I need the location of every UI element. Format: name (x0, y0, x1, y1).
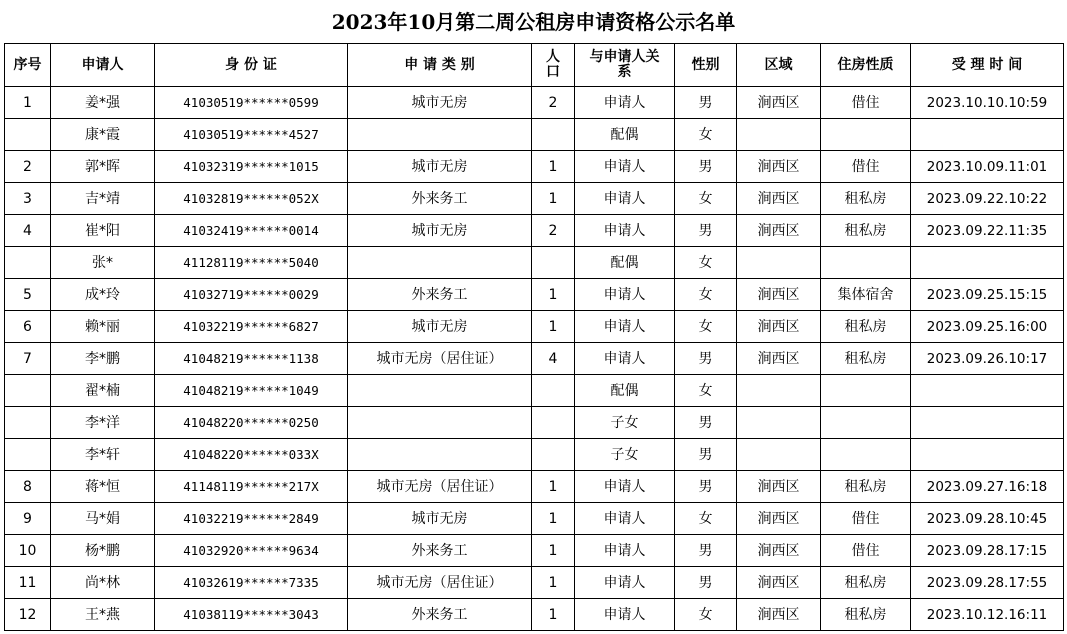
cell-category (348, 119, 532, 151)
cell-district: 涧西区 (737, 343, 821, 375)
cell-id-number: 41038119******3043 (155, 599, 348, 631)
cell-district: 涧西区 (737, 151, 821, 183)
cell-gender: 女 (675, 599, 737, 631)
cell-seq: 3 (5, 183, 51, 215)
cell-seq (5, 375, 51, 407)
cell-id-number: 41032219******2849 (155, 503, 348, 535)
cell-persons: 1 (532, 471, 575, 503)
table-row (5, 279, 1064, 311)
cell-housing: 租私房 (821, 599, 911, 631)
cell-housing (821, 375, 911, 407)
cell-time (911, 407, 1064, 439)
cell-time: 2023.09.28.10:45 (911, 503, 1064, 535)
header-relation: 与申请人关系 (575, 44, 675, 87)
cell-time (911, 375, 1064, 407)
table-row (5, 119, 1064, 151)
cell-persons: 1 (532, 503, 575, 535)
cell-category: 城市无房 (348, 503, 532, 535)
cell-time (911, 247, 1064, 279)
cell-seq (5, 439, 51, 471)
cell-gender: 女 (675, 183, 737, 215)
cell-time: 2023.09.26.10:17 (911, 343, 1064, 375)
cell-id-number: 41128119******5040 (155, 247, 348, 279)
cell-time (911, 119, 1064, 151)
cell-housing (821, 439, 911, 471)
cell-applicant: 李*洋 (51, 407, 155, 439)
table-row (5, 247, 1064, 279)
cell-relation: 申请人 (575, 599, 675, 631)
table-header-row (5, 44, 1064, 87)
cell-district (737, 119, 821, 151)
cell-persons: 2 (532, 215, 575, 247)
cell-gender: 男 (675, 471, 737, 503)
cell-relation: 申请人 (575, 279, 675, 311)
header-seq: 序号 (5, 44, 51, 87)
cell-relation: 配偶 (575, 375, 675, 407)
cell-seq (5, 247, 51, 279)
cell-id-number: 41032819******052X (155, 183, 348, 215)
cell-category: 外来务工 (348, 599, 532, 631)
table-row (5, 503, 1064, 535)
cell-category: 城市无房（居住证） (348, 471, 532, 503)
cell-applicant: 蒋*恒 (51, 471, 155, 503)
cell-gender: 女 (675, 375, 737, 407)
cell-relation: 子女 (575, 439, 675, 471)
cell-persons: 1 (532, 567, 575, 599)
cell-seq: 4 (5, 215, 51, 247)
cell-seq: 8 (5, 471, 51, 503)
table-row (5, 471, 1064, 503)
cell-relation: 申请人 (575, 183, 675, 215)
cell-housing: 借住 (821, 151, 911, 183)
cell-gender: 男 (675, 535, 737, 567)
cell-time: 2023.09.25.15:15 (911, 279, 1064, 311)
cell-relation: 申请人 (575, 471, 675, 503)
cell-applicant: 马*娟 (51, 503, 155, 535)
cell-relation: 申请人 (575, 87, 675, 119)
cell-district: 涧西区 (737, 279, 821, 311)
cell-category: 城市无房（居住证） (348, 567, 532, 599)
cell-relation: 申请人 (575, 503, 675, 535)
table-row (5, 567, 1064, 599)
cell-seq: 7 (5, 343, 51, 375)
cell-id-number: 41032419******0014 (155, 215, 348, 247)
cell-id-number: 41148119******217X (155, 471, 348, 503)
table-row (5, 375, 1064, 407)
header-persons: 人口 (532, 44, 575, 87)
cell-gender: 女 (675, 279, 737, 311)
cell-applicant: 崔*阳 (51, 215, 155, 247)
cell-applicant: 郭*晖 (51, 151, 155, 183)
cell-persons: 1 (532, 311, 575, 343)
cell-seq: 6 (5, 311, 51, 343)
cell-relation: 申请人 (575, 311, 675, 343)
table-row (5, 87, 1064, 119)
cell-housing (821, 119, 911, 151)
cell-housing: 租私房 (821, 215, 911, 247)
cell-district: 涧西区 (737, 503, 821, 535)
cell-id-number: 41032719******0029 (155, 279, 348, 311)
cell-id-number: 41032319******1015 (155, 151, 348, 183)
cell-persons (532, 407, 575, 439)
cell-housing: 借住 (821, 87, 911, 119)
cell-housing: 租私房 (821, 311, 911, 343)
cell-seq: 9 (5, 503, 51, 535)
cell-category (348, 247, 532, 279)
cell-gender: 男 (675, 407, 737, 439)
table-row (5, 183, 1064, 215)
cell-category (348, 375, 532, 407)
header-id: 身 份 证 (155, 44, 348, 87)
cell-district (737, 247, 821, 279)
cell-category: 外来务工 (348, 183, 532, 215)
page-title: 2023年10月第二周公租房申请资格公示名单 (331, 10, 736, 34)
cell-time: 2023.09.28.17:15 (911, 535, 1064, 567)
cell-persons (532, 375, 575, 407)
cell-gender: 男 (675, 151, 737, 183)
cell-time: 2023.10.10.10:59 (911, 87, 1064, 119)
header-applicant: 申请人 (51, 44, 155, 87)
cell-applicant: 杨*鹏 (51, 535, 155, 567)
cell-gender: 女 (675, 311, 737, 343)
cell-id-number: 41030519******0599 (155, 87, 348, 119)
cell-persons: 1 (532, 279, 575, 311)
cell-persons (532, 247, 575, 279)
cell-gender: 女 (675, 119, 737, 151)
cell-persons (532, 439, 575, 471)
cell-housing: 租私房 (821, 343, 911, 375)
cell-district: 涧西区 (737, 471, 821, 503)
cell-persons: 1 (532, 151, 575, 183)
cell-housing (821, 247, 911, 279)
cell-seq (5, 407, 51, 439)
cell-applicant: 赖*丽 (51, 311, 155, 343)
cell-persons: 1 (532, 599, 575, 631)
cell-relation: 申请人 (575, 535, 675, 567)
cell-persons: 4 (532, 343, 575, 375)
cell-applicant: 王*燕 (51, 599, 155, 631)
cell-id-number: 41048220******0250 (155, 407, 348, 439)
cell-seq (5, 119, 51, 151)
cell-housing: 借住 (821, 535, 911, 567)
cell-applicant: 成*玲 (51, 279, 155, 311)
cell-seq: 10 (5, 535, 51, 567)
cell-housing: 借住 (821, 503, 911, 535)
cell-housing (821, 407, 911, 439)
cell-housing: 租私房 (821, 471, 911, 503)
table-row (5, 439, 1064, 471)
cell-gender: 男 (675, 343, 737, 375)
cell-housing: 租私房 (821, 567, 911, 599)
cell-district: 涧西区 (737, 87, 821, 119)
cell-id-number: 41048219******1049 (155, 375, 348, 407)
cell-gender: 男 (675, 215, 737, 247)
table-row (5, 599, 1064, 631)
cell-id-number: 41032619******7335 (155, 567, 348, 599)
cell-district (737, 407, 821, 439)
cell-seq: 2 (5, 151, 51, 183)
cell-seq: 5 (5, 279, 51, 311)
cell-id-number: 41048220******033X (155, 439, 348, 471)
cell-housing: 租私房 (821, 183, 911, 215)
cell-time: 2023.09.27.16:18 (911, 471, 1064, 503)
cell-relation: 申请人 (575, 567, 675, 599)
cell-persons: 1 (532, 535, 575, 567)
cell-relation: 申请人 (575, 215, 675, 247)
cell-category: 城市无房（居住证） (348, 343, 532, 375)
cell-gender: 女 (675, 247, 737, 279)
table-row (5, 535, 1064, 567)
cell-time: 2023.09.22.11:35 (911, 215, 1064, 247)
cell-district: 涧西区 (737, 599, 821, 631)
cell-category (348, 407, 532, 439)
cell-relation: 配偶 (575, 119, 675, 151)
cell-time: 2023.09.25.16:00 (911, 311, 1064, 343)
applicant-table (4, 43, 1064, 631)
table-row (5, 215, 1064, 247)
cell-seq: 12 (5, 599, 51, 631)
cell-category: 城市无房 (348, 151, 532, 183)
header-category: 申 请 类 别 (348, 44, 532, 87)
cell-applicant: 吉*靖 (51, 183, 155, 215)
cell-applicant: 尚*林 (51, 567, 155, 599)
cell-time: 2023.10.09.11:01 (911, 151, 1064, 183)
table-row (5, 151, 1064, 183)
cell-gender: 女 (675, 503, 737, 535)
table-row (5, 311, 1064, 343)
table-row (5, 407, 1064, 439)
cell-district (737, 439, 821, 471)
cell-time: 2023.10.12.16:11 (911, 599, 1064, 631)
table-body (5, 87, 1064, 631)
cell-district: 涧西区 (737, 215, 821, 247)
header-time: 受 理 时 间 (911, 44, 1064, 87)
cell-persons (532, 119, 575, 151)
cell-id-number: 41032219******6827 (155, 311, 348, 343)
cell-category: 外来务工 (348, 279, 532, 311)
cell-relation: 子女 (575, 407, 675, 439)
cell-relation: 申请人 (575, 343, 675, 375)
cell-district: 涧西区 (737, 311, 821, 343)
cell-persons: 2 (532, 87, 575, 119)
header-gender: 性别 (675, 44, 737, 87)
cell-id-number: 41048219******1138 (155, 343, 348, 375)
cell-category: 外来务工 (348, 535, 532, 567)
cell-category: 城市无房 (348, 311, 532, 343)
cell-housing: 集体宿舍 (821, 279, 911, 311)
cell-gender: 男 (675, 87, 737, 119)
header-district: 区域 (737, 44, 821, 87)
cell-time: 2023.09.28.17:55 (911, 567, 1064, 599)
cell-district: 涧西区 (737, 567, 821, 599)
cell-gender: 男 (675, 439, 737, 471)
cell-time: 2023.09.22.10:22 (911, 183, 1064, 215)
cell-time (911, 439, 1064, 471)
cell-seq: 1 (5, 87, 51, 119)
cell-category (348, 439, 532, 471)
cell-applicant: 翟*楠 (51, 375, 155, 407)
cell-id-number: 41030519******4527 (155, 119, 348, 151)
cell-district: 涧西区 (737, 535, 821, 567)
cell-id-number: 41032920******9634 (155, 535, 348, 567)
cell-applicant: 李*轩 (51, 439, 155, 471)
cell-category: 城市无房 (348, 215, 532, 247)
cell-district: 涧西区 (737, 183, 821, 215)
cell-applicant: 姜*强 (51, 87, 155, 119)
cell-category: 城市无房 (348, 87, 532, 119)
cell-applicant: 李*鹏 (51, 343, 155, 375)
cell-district (737, 375, 821, 407)
cell-gender: 男 (675, 567, 737, 599)
cell-persons: 1 (532, 183, 575, 215)
cell-relation: 配偶 (575, 247, 675, 279)
cell-relation: 申请人 (575, 151, 675, 183)
table-row (5, 343, 1064, 375)
header-housing: 住房性质 (821, 44, 911, 87)
cell-seq: 11 (5, 567, 51, 599)
cell-applicant: 张* (51, 247, 155, 279)
cell-applicant: 康*霞 (51, 119, 155, 151)
